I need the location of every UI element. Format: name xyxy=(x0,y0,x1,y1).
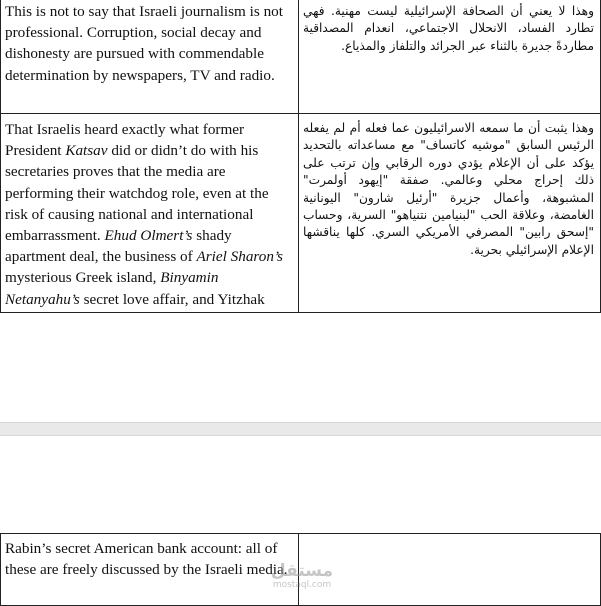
italic-name: Katsav xyxy=(65,142,108,160)
document-page-bottom xyxy=(0,436,601,606)
arabic-text: وهذا يثبت أن ما سمعه الاسرائيليون عما فعله أم لم يفعله الرئيس السابق "موشيه كاتساف" مع مساعداته بالتحديد يؤكد على أن الإعلام يؤدي دوره الرقابي وإن ترتب على ذلك إحراج محلي وعالمي. صفقة "إيهود أولمرت" المشبوهة، وأعمال جزيرة "أرئيل شارون" اليونانية الغامضة، وعلاقة الحب "لبنيامين نتنياهو" السرية، وحساب "إسحق رابين" المصرفي الأمريكي السري. كلها يناقشها الإعلام الإسرائيلي بحرية. xyxy=(303,121,594,257)
text-run: did or didn’t do with his secretaries proves that the media are performing their watchdog role, even at the risk of causing national and international embarrassment. xyxy=(5,142,269,245)
italic-name: Ariel Sharon’s xyxy=(196,248,283,266)
text-run: This is not to say that Israeli journalism is not professional. Corruption, social decay and dishonesty are pursued with commendable determination by newspapers, TV and radio. xyxy=(5,3,283,84)
text-run: shady apartment deal, the business of xyxy=(5,227,232,266)
text-run: secret love affair, and Yitzhak xyxy=(79,290,265,308)
translation-table-bottom xyxy=(0,533,601,606)
text-run: Rabin’s secret American bank account: all of these are freely discussed by the Israeli media. xyxy=(5,540,288,579)
text-run: That Israelis heard exactly what former President xyxy=(5,121,245,160)
english-cell xyxy=(1,0,299,114)
watermark-logo-text: مستقل xyxy=(270,561,334,581)
table-row xyxy=(1,0,601,114)
italic-name: Ehud Olmert’s xyxy=(104,227,193,245)
english-cell xyxy=(1,534,299,606)
english-text xyxy=(1,0,298,86)
italic-name: Binyamin Netanyahu’s xyxy=(5,269,219,308)
english-cell xyxy=(1,114,299,313)
english-text xyxy=(1,534,298,580)
arabic-cell xyxy=(299,534,601,606)
page-break-gap xyxy=(0,422,601,436)
arabic-cell xyxy=(299,114,601,313)
english-text xyxy=(1,114,298,310)
arabic-cell xyxy=(299,0,601,114)
text-run: mysterious Greek island, xyxy=(5,269,161,287)
arabic-text: وهذا لا يعني أن الصحافة الإسرائيلية ليست مهنية. فهي تطارد الفساد، الانحلال الاجتماعي، انعدام المصداقية مطاردةً جديرة بالثناء عبر الجرائد والتلفاز والمذياع. xyxy=(303,4,594,53)
table-row xyxy=(1,534,601,606)
table-row xyxy=(1,114,601,313)
watermark-url: mostaql.com xyxy=(272,580,332,590)
